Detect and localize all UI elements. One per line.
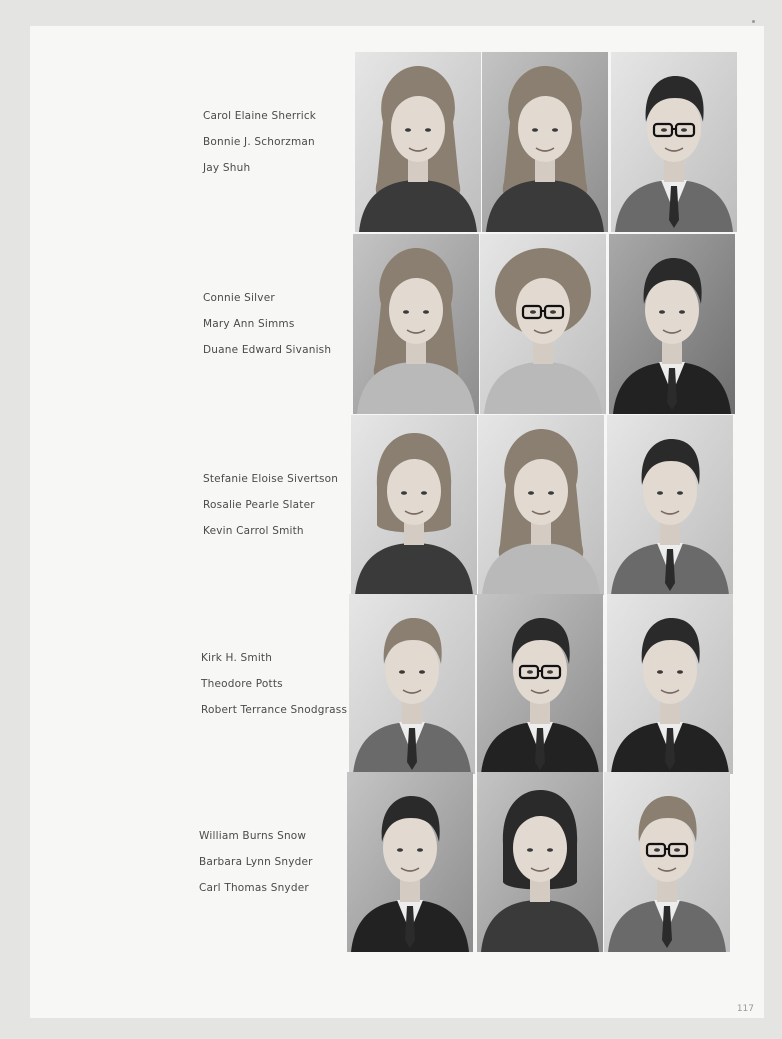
portrait-row: [30, 415, 764, 595]
portrait-photo: [477, 772, 603, 952]
student-name: Carol Elaine Sherrick: [203, 110, 317, 122]
student-portrait: [355, 52, 481, 232]
student-name: William Burns Snow: [199, 830, 307, 842]
portrait-row: [30, 234, 764, 414]
portrait-row: [30, 52, 764, 232]
student-name: Stefanie Eloise Sivertson: [203, 473, 339, 485]
student-portrait: [349, 594, 475, 774]
page-number: 117: [736, 1004, 754, 1014]
portrait-photo: [353, 234, 479, 414]
portrait-photo: [611, 52, 737, 232]
student-name: Barbara Lynn Snyder: [199, 856, 313, 868]
yearbook-page: [30, 26, 764, 1018]
student-name: Robert Terrance Snodgrass: [201, 704, 348, 716]
student-portrait: [478, 415, 604, 595]
student-name: Duane Edward Sivanish: [203, 344, 332, 356]
student-portrait: [607, 594, 733, 774]
student-portrait: [609, 234, 735, 414]
student-name: Carl Thomas Snyder: [199, 882, 309, 894]
student-name: Bonnie J. Schorzman: [203, 136, 315, 148]
student-portrait: [353, 234, 479, 414]
student-name: Kevin Carrol Smith: [203, 525, 304, 537]
portrait-photo: [482, 52, 608, 232]
portrait-photo: [607, 415, 733, 595]
student-name: Jay Shuh: [203, 162, 251, 174]
student-name: Theodore Potts: [201, 678, 283, 690]
portrait-photo: [604, 772, 730, 952]
portrait-photo: [607, 594, 733, 774]
name-list: [201, 652, 347, 730]
student-portrait: [477, 772, 603, 952]
student-portrait: [482, 52, 608, 232]
student-portrait: [604, 772, 730, 952]
student-portrait: [351, 415, 477, 595]
student-name: Rosalie Pearle Slater: [203, 499, 315, 511]
student-name: Kirk H. Smith: [201, 652, 273, 664]
name-list: [199, 830, 313, 908]
portrait-photo: [609, 234, 735, 414]
portrait-photo: [477, 594, 603, 774]
student-portrait: [611, 52, 737, 232]
name-list: [203, 473, 338, 551]
student-name: Connie Silver: [203, 292, 275, 304]
student-portrait: [477, 594, 603, 774]
paper-speck: [752, 20, 755, 23]
student-portrait: [607, 415, 733, 595]
portrait-photo: [351, 415, 477, 595]
portrait-row: [30, 772, 764, 952]
student-portrait: [480, 234, 606, 414]
portrait-photo: [355, 52, 481, 232]
portrait-row: [30, 594, 764, 774]
student-name: Mary Ann Simms: [203, 318, 295, 330]
name-list: [203, 292, 331, 370]
portrait-photo: [349, 594, 475, 774]
name-list: [203, 110, 316, 188]
handwritten-signature: [510, 346, 606, 414]
portrait-photo: [347, 772, 473, 952]
portrait-photo: [478, 415, 604, 595]
student-portrait: [347, 772, 473, 952]
